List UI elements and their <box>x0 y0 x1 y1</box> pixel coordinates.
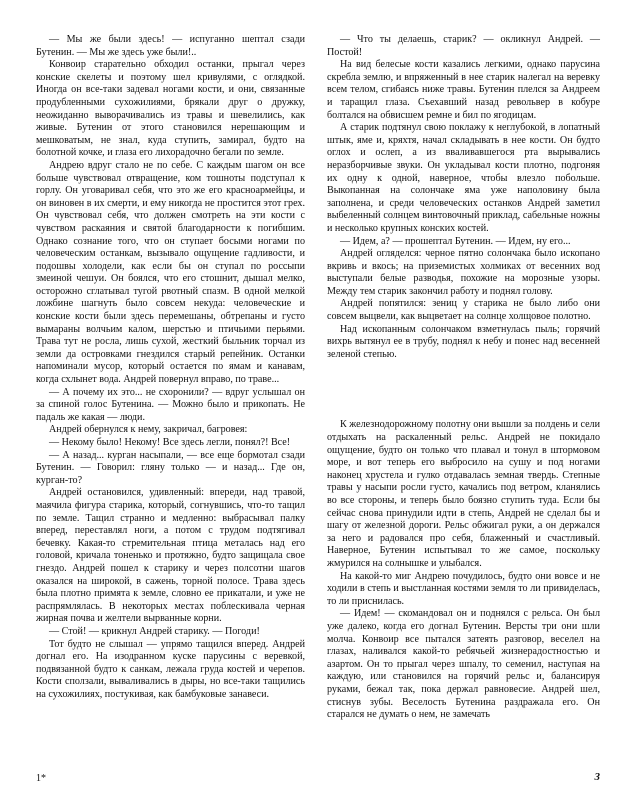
paragraph: К железнодорожному полотну они вышли за полдень и сели отдыхать на раскаленный рельс. Андрей не покидало ощущение, будто он только что плавал и тонул в штормовом море, и вот теперь его выбросило на сушу и под ногами наконец хрустела и гулко отдавалась земная твердь. Степные травы у насыпи росли густо, качались под ветром, кланялись во все стороны, и теперь было боязно ступить туда. Если бы сейчас снова принудили идти в степь, Андрей не сделал бы и шагу от железной дороги. Рельс обжигал руки, а он держался за него и радовался про себя, блаженный и счастливый. Наверное, Бутенин испытывал то же самое, поскольку жмурился на солнышке и улыбался. <box>327 419 600 569</box>
paragraph: Андрею вдруг стало не по себе. С каждым шагом он все больше чувствовал отвращение, ком тошноты подступал к горлу. Он уговаривал себя, что это же его красноармейцы, и он виновен в их смерти, и ему никогда не простится этот грех. Он чувствовал себя, что должен смотреть на эти кости с чувством раскаяния и святой благодарности к погибшим. Однако сознание того, что он ступает босыми ногами по человеческим останкам, вызывало ощущение гадливости, и подошвы холодели, как если бы он ступал по россыпи змеиной чешуи. Он боялся, что его стошнит, дышал мелко, осторожно сглатывал тугой рвотный спазм. В одной мелкой ложбине шагнуть было совсем некуда: человеческие и конские кости были здесь перемешаны, обтрепаны и густо вымараны волчьим калом, шерстью и птичьими перьями. Трава тут не росла, лишь сухой, жесткий быльник торчал из земли да островками гнездился старый репейник. Останки напоминали мусор, который остается по ямам и канавам, когда схлынет вода. Андрей повернул вправо, по траве... <box>36 159 305 386</box>
paragraph: Над ископанным солончаком взметнулась пыль; горячий вихрь вытянул ее в трубу, поднял к небу и понес над весенней зеленой степью. <box>327 323 600 360</box>
paragraph: — Стой! — крикнул Андрей старику. — Погоди! <box>49 625 260 637</box>
left-column <box>36 34 305 701</box>
paragraph: — А почему их это... не схоронили? — вдруг услышал он за спиной голос Бутенина. — Можно было и прикопать. Не падаль же какая — люди. <box>36 386 305 423</box>
paragraph: — Некому было! Некому! Все здесь легли, понял?! Все! <box>49 437 291 448</box>
paragraph: Конвоир старательно обходил останки, прыгал через конские скелеты и поэтому шел кривулями, с оглядкой. Иногда он все-таки задевал ногами кости, и они, связанные продубленными сухожилиями, брякали друг о дружку, неожиданно выворачивались из травы и шевелились, как живые. Бутенин от этого становился нерешающим и мешковатым, не знал, куда ступить, замирал, будто на болотной кочке, и глаза его лихорадочно бегали по земле. <box>36 59 305 159</box>
paragraph: На какой-то миг Андрею почудилось, будто они вовсе и не ходили в степь и выстланная костями земля то ли привиделась, то ли приснилась. <box>327 570 600 607</box>
paragraph: Андрей обернулся к нему, закричал, багровея: <box>49 424 248 436</box>
paragraph: Андрей попятился: зениц у старика не было либо они совсем выцвели, как выцветает на солнце холщовое полотно. <box>327 298 600 323</box>
page-number: 3 <box>594 771 600 783</box>
paragraph: — Идем, а? — прошептал Бутенин. — Идем, ну его... <box>340 235 571 247</box>
signature-mark: 1* <box>36 773 46 784</box>
paragraph: — Мы же были здесь! — испуганно шептал сзади Бутенин. — Мы же здесь уже были!.. <box>36 34 305 58</box>
paragraph: Андрей остановился, удивленный: впереди, над травой, маячила фигура старика, который, согнувшись, что-то тащил по земле. Тащил странно и медленно: выбрасывал палку вперед, переставлял ноги, а потом с трудом подтягивал бечевку. Какая-то стремительная птица металась над его головой, кричала тоненько и протяжно, будто защищала свое гнездо. Андрей пошел к старику и через полсотни шагов оказался на широкой, в сажень, торной полосе. Трава здесь была плотно примята к земле, словно ее прикатали, и уже не распрямлялась. В некоторых местах поблескивала черная жирная почва и желтели вырванные корни. <box>36 487 305 625</box>
paragraph: — Идем! — скомандовал он и поднялся с рельса. Он был уже далеко, когда его догнал Бутенин. Версты три они шли молча. Конвоир все пытался затеять разговор, веселел на глазах, наливался какой-то ребячьей жизнерадостностью и азартом. Он то прыгал через шпалу, то семенил, наступая на каждую, или становился на горячий рельс и, балансируя руками, бежал так, пока держал равновесие. Андрей шел, стиснув зубы. Веселость Бутенина раздражала его. Он старался не думать о нем, не замечать <box>327 608 600 721</box>
paragraph: На вид белесые кости казались легкими, однако парусина скребла землю, и впряженный в нее старик налегал на веревку всем телом, сгибаясь ниже травы. Бутенин плелся за Андреем и таращил глаза. Съехавший назад револьвер в кобуре болтался на обвисшем ремне и бил по ягодицам. <box>327 59 600 121</box>
paragraph: Тот будто не слышал — упрямо тащился вперед. Андрей догнал его. На изодранном куске парусины с веревкой, подвязанной будто к санкам, лежала груда костей и черепов. Кости сползали, вываливались в дыры, но все-таки тащились на сухожилиях, постукивая, как бамбуковые занавеси. <box>36 638 305 700</box>
paragraph: — А назад... курган насыпали, — все еще бормотал сзади Бутенин. — Говорил: гляну только — и назад... Где он, курган-то? <box>36 449 305 486</box>
paragraph: А старик подтянул свою поклажу к неглубокой, в лопатный штык, яме и, кряхтя, начал складывать в нее кости. Он будто оглох и ослеп, а из вваливавшегося рта вырывались неразборчивые звуки. Он укладывал кости плотно, подгоняя их одну к одной, наверное, чтобы влезло побольше. Выкопанная на солончаке яма уже наполовину была заполнена, и среди человеческих останков Андрей заметил выбеленный солнцем винтовочный приклад, сабельные ножны и несколько крупных конских костей. <box>327 122 600 234</box>
section-break <box>327 361 600 419</box>
paragraph: — Что ты делаешь, старик? — окликнул Андрей. — Постой! <box>327 34 600 58</box>
right-column <box>327 34 600 722</box>
paragraph: Андрей огляделся: черное пятно солончака было ископано вкривь и вкось; на приземистых холмиках от весенних вод выступали белые разводья, похожие на морозные узоры. Между тем старик закончил работу и поднял голову. <box>327 248 600 297</box>
